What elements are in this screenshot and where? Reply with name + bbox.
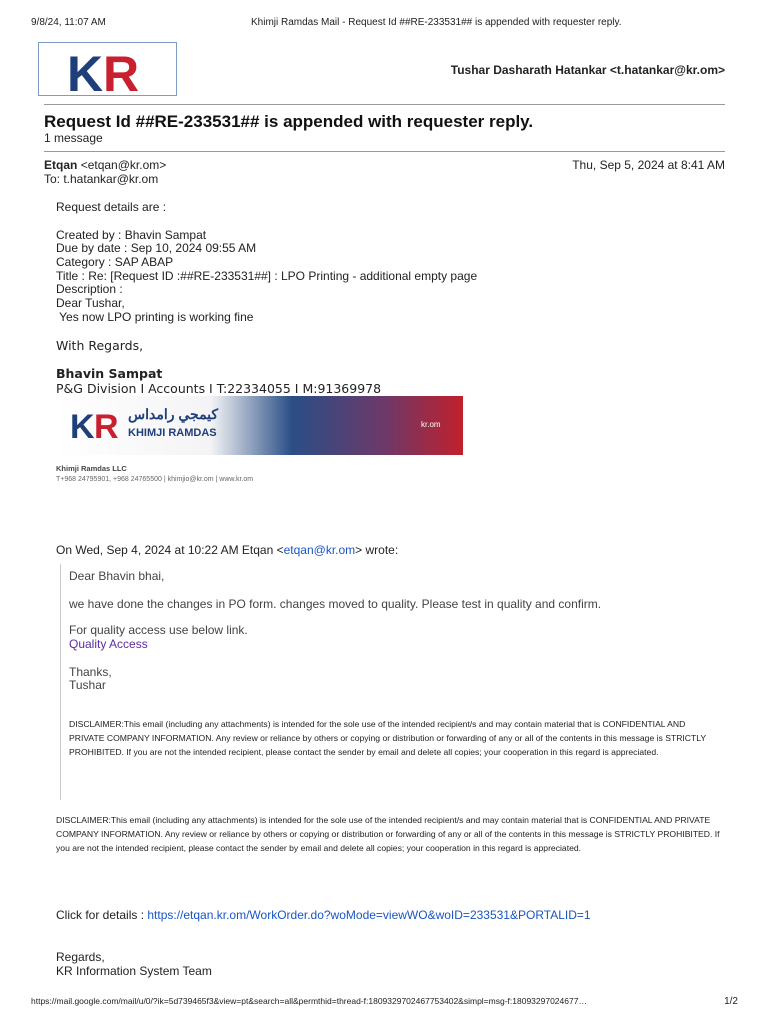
request-intro: Request details are :	[56, 200, 167, 214]
quote-sender-link[interactable]: etqan@kr.om	[283, 543, 356, 557]
kr-logo-mark	[39, 43, 176, 95]
disclaimer: DISCLAIMER:This email (including any attachments) is intended for the sole use of the intended recipient/s and may contain material that is CONFIDENTIAL AND PRIVATE COMPANY INFORMATION. Any review or reliance by others or copying or distribution or forwarding of any or all of the contents in this message is STRICTLY PROHIBITED. If you are not the intended recipient, please contact the sender by email and delete all copies; your cooperation in this regard is appreciated.	[56, 815, 720, 853]
signature-name: Bhavin Sampat	[56, 366, 163, 381]
banner-kr-mark	[70, 406, 130, 446]
khimji-ramdas-banner	[56, 396, 463, 455]
reply-greeting: Dear Tushar,	[56, 296, 125, 310]
email-recipient: To: t.hatankar@kr.om	[44, 172, 159, 186]
quote-thanks: Thanks,	[69, 665, 112, 679]
category: Category : SAP ABAP	[56, 255, 174, 269]
banner-arabic: كيمجي رامداس	[128, 406, 219, 422]
account-name: Tushar Dasharath Hatankar <t.hatankar@kr.om>	[450, 63, 725, 77]
sender-name: Etqan	[44, 158, 78, 172]
created-by: Created by : Bhavin Sampat	[56, 228, 207, 242]
svg-text:R: R	[103, 46, 140, 95]
description-label: Description :	[56, 282, 123, 296]
email-date: Thu, Sep 5, 2024 at 8:41 AM	[572, 158, 725, 172]
quote-disclaimer: DISCLAIMER:This email (including any attachments) is intended for the sole use of the intended recipient/s and may contain material that is CONFIDENTIAL AND PRIVATE COMPANY INFORMATION. Any review or reliance by others or copying or distribution or forwarding of any or all of the contents in this message is STRICTLY PROHIBITED. If you are not the intended recipient, please contact the sender by email and delete all copies; your cooperation in this regard is appreciated.	[69, 719, 706, 757]
page-number: 1/2	[724, 996, 738, 1007]
header-divider	[44, 104, 725, 105]
banner-site: kr.om	[421, 420, 441, 429]
sender-address: <etqan@kr.om>	[80, 158, 167, 172]
sender	[44, 158, 166, 172]
company-name: Khimji Ramdas LLC	[56, 464, 127, 473]
quote-line2: For quality access use below link.	[69, 623, 248, 637]
quote-header-suffix: > wrote:	[355, 543, 399, 557]
closing-regards: Regards,	[56, 950, 105, 964]
quality-access-link[interactable]: Quality Access	[69, 637, 148, 651]
quote-header-text: On Wed, Sep 4, 2024 at 10:22 AM Etqan <	[56, 543, 284, 557]
due-date: Due by date : Sep 10, 2024 09:55 AM	[56, 241, 257, 255]
svg-text:K: K	[67, 46, 100, 95]
details-url[interactable]: https://etqan.kr.om/WorkOrder.do?woMode=viewWO&woID=233531&PORTALID=1	[147, 908, 591, 922]
closing-team: KR Information System Team	[56, 964, 212, 978]
with-regards: With Regards,	[56, 338, 144, 353]
details-line	[56, 908, 591, 922]
svg-text:K: K	[70, 408, 93, 446]
company-contact: T+968 24795901, +968 24765500 | khimjio@kr.om | www.kr.om	[56, 476, 254, 483]
print-datetime: 9/8/24, 11:07 AM	[31, 17, 106, 28]
banner-brand: KHIMJI RAMDAS	[128, 427, 217, 439]
subject-divider	[44, 151, 725, 152]
svg-text:R: R	[94, 408, 119, 446]
kr-logo	[38, 42, 177, 96]
request-title: Title : Re: [Request ID :##RE-233531##] : LPO Printing - additional empty page	[56, 269, 478, 283]
message-count: 1 message	[44, 131, 103, 145]
quote-line1: we have done the changes in PO form. changes moved to quality. Please test in quality and confirm.	[69, 597, 602, 611]
quote-bar	[60, 564, 61, 800]
quote-header	[56, 543, 398, 557]
print-title: Khimji Ramdas Mail - Request Id ##RE-233531## is appended with requester reply.	[251, 17, 622, 28]
quote-name: Tushar	[69, 678, 106, 692]
details-label: Click for details :	[56, 908, 148, 922]
reply-text: Yes now LPO printing is working fine	[56, 310, 254, 324]
quote-greeting: Dear Bhavin bhai,	[69, 569, 165, 583]
signature-details: P&G Division I Accounts I T:22334055 I M:91369978	[56, 381, 382, 396]
email-subject: Request Id ##RE-233531## is appended with requester reply.	[44, 112, 534, 131]
footer-url: https://mail.google.com/mail/u/0/?ik=5d739465f3&view=pt&search=all&permthid=thread-f:1809329702467753402&simpl=msg-f:18093297024677…	[31, 996, 587, 1006]
